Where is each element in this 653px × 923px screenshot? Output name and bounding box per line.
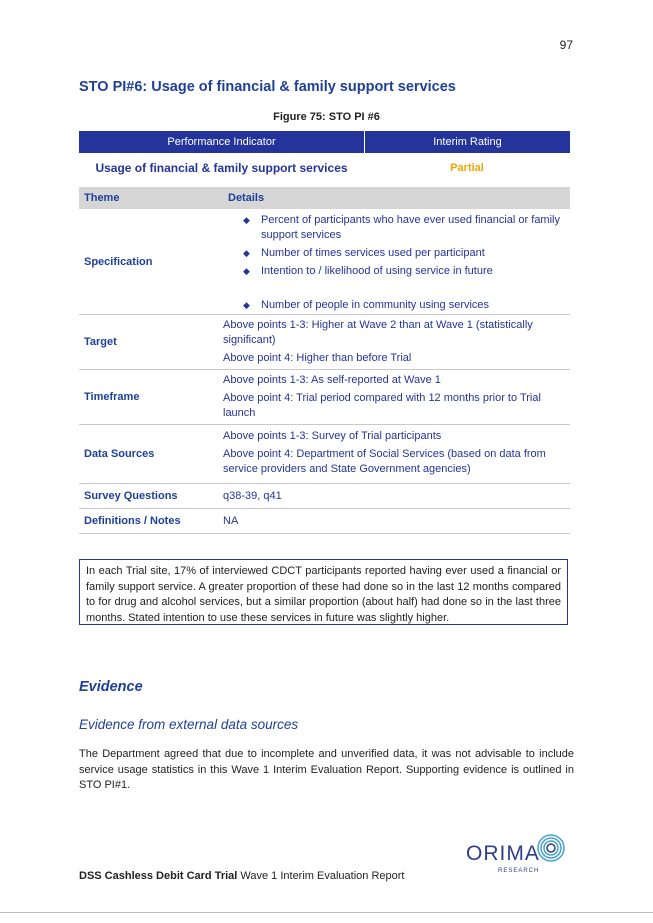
detail-table-header (79, 187, 570, 209)
survey-questions-label: Survey Questions (84, 490, 178, 502)
pi-rating-value: Partial (450, 162, 484, 174)
section-heading: STO PI#6: Usage of financial & family support services (79, 79, 456, 95)
pi-table-header (79, 131, 570, 153)
diamond-bullet-icon: ◆ (243, 215, 250, 225)
specification-bullet: ◆ Percent of participants who have ever used financial or family support services (243, 214, 560, 241)
logo-name: ORIMA (466, 842, 540, 865)
logo-sub: RESEARCH (498, 868, 540, 874)
theme-column-header: Theme (84, 192, 120, 204)
specification-row (79, 209, 570, 315)
specification-bullet: ◆ Number of people in community using services (243, 299, 490, 311)
definitions-value: NA (223, 514, 239, 527)
specification-bullet: ◆ Number of times services used per participant (243, 247, 485, 259)
pi-indicator-value: Usage of financial & family support services (95, 161, 348, 175)
target-row (79, 315, 570, 370)
diamond-bullet-icon: ◆ (243, 248, 250, 258)
figure-caption: Figure 75: STO PI #6 (273, 111, 380, 123)
diamond-bullet-icon: ◆ (243, 300, 250, 310)
data-sources-line: Above point 4: Department of Social Services (based on data from service providers and State Government agencies) (223, 448, 546, 475)
target-label: Target (84, 336, 117, 348)
specification-list (223, 213, 570, 313)
footer-rest: Wave 1 Interim Evaluation Report (237, 870, 405, 882)
details-column-header: Details (228, 192, 265, 204)
timeframe-line: Above point 4: Trial period compared with 12 months prior to Trial launch (223, 392, 541, 419)
survey-questions-value: q38-39, q41 (223, 489, 282, 502)
survey-questions-row (79, 484, 570, 509)
orima-logo (466, 828, 570, 878)
detail-table (79, 187, 570, 534)
timeframe-line: Above points 1-3: As self-reported at Wave 1 (223, 374, 441, 386)
target-line: Above point 4: Higher than before Trial (223, 352, 412, 364)
footer (79, 870, 404, 882)
bottom-divider (0, 912, 653, 913)
definitions-label: Definitions / Notes (84, 515, 181, 527)
pi-table-row (79, 157, 570, 181)
data-sources-row (79, 425, 570, 484)
data-sources-label: Data Sources (84, 448, 155, 460)
footer-bold: DSS Cashless Debit Card Trial (79, 870, 238, 882)
timeframe-row (79, 370, 570, 425)
specification-label: Specification (84, 255, 153, 268)
evidence-heading: Evidence (79, 679, 143, 695)
page-number: 97 (559, 38, 573, 52)
target-line: Above points 1-3: Higher at Wave 2 than at Wave 1 (statistically significant) (223, 319, 533, 346)
specification-bullet: ◆ Intention to / likelihood of using service in future (243, 265, 493, 277)
pi-col-rating: Interim Rating (433, 136, 502, 148)
evidence-paragraph: The Department agreed that due to incomplete and unverified data, it was not advisable to include service usage statistics in this Wave 1 Interim Evaluation Report. Supporting evidence is outlined in STO PI#1. (79, 748, 574, 791)
data-sources-line: Above points 1-3: Survey of Trial participants (223, 430, 442, 442)
evidence-subheading: Evidence from external data sources (79, 717, 299, 732)
definitions-row (79, 509, 570, 534)
pi-col-indicator: Performance Indicator (79, 131, 365, 153)
timeframe-label: Timeframe (84, 391, 140, 403)
summary-box: In each Trial site, 17% of interviewed CDCT participants reported having ever used a financial or family support service. A greater proportion of these had done so in the last 12 months compared to for drug and alcohol services, but a similar proportion (about half) had done so in the last three months. Stated intention to use these services in future was slightly higher. (79, 559, 568, 625)
diamond-bullet-icon: ◆ (243, 266, 250, 276)
